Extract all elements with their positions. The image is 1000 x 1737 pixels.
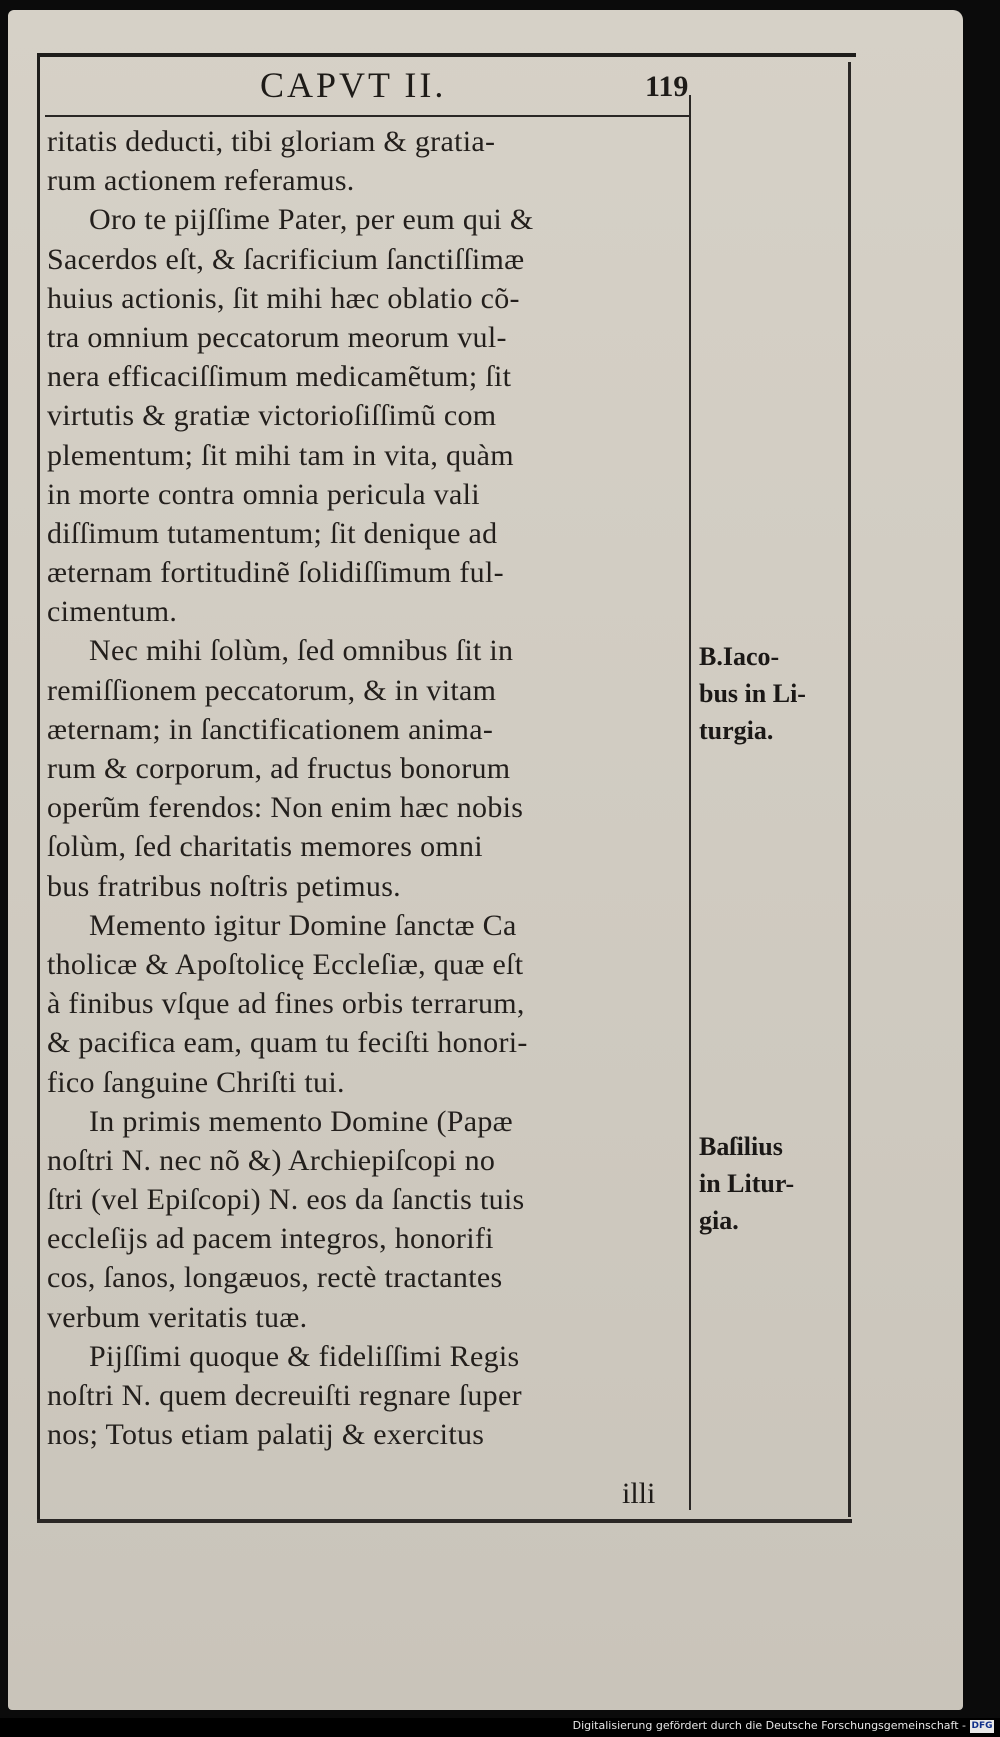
marginal-note-basilius — [699, 1128, 849, 1239]
marginal-note-line: gia. — [699, 1206, 739, 1235]
text-line: ritatis deducti, tibi gloriam & gratia- — [47, 125, 496, 158]
catchword: illi — [622, 1477, 656, 1510]
marginal-note-line: B.Iaco- — [699, 642, 780, 671]
text-line: cos, ſanos, longæuos, rectè tractantes — [47, 1261, 503, 1295]
marginal-note-line: turgia. — [699, 716, 774, 745]
text-line: remiſſionem peccatorum, & in vitam — [47, 673, 497, 707]
text-line: æternam fortitudinẽ ſolidiſſimum ful- — [47, 556, 504, 590]
text-line: noſtri N. quem decreuiſti regnare ſuper — [47, 1379, 522, 1412]
text-line: æternam; in ſanctificationem anima- — [47, 712, 494, 746]
text-line: huius actionis, ſit mihi hæc oblatio cõ- — [47, 281, 520, 315]
header-rule — [45, 115, 690, 117]
text-line: In primis memento Domine (Papæ — [89, 1104, 513, 1138]
text-line: nos; Totus etiam palatij & exercitus — [47, 1418, 485, 1452]
dfg-logo-icon: DFG — [971, 1721, 993, 1731]
text-line: plementum; ſit mihi tam in vita, quàm — [47, 438, 514, 472]
marginal-note-line: in Litur- — [699, 1169, 795, 1198]
text-line: Nec mihi ſolùm, ſed omnibus ſit in — [89, 634, 514, 668]
marginal-note-line: bus in Li- — [699, 679, 806, 708]
text-line: ſolùm, ſed charitatis memores omni — [47, 830, 483, 864]
text-line: Memento igitur Domine ſanctæ Ca — [89, 908, 517, 942]
marginal-note-jacobus — [699, 638, 849, 749]
text-line: noſtri N. nec nõ &) Archiepiſcopi no — [47, 1143, 496, 1177]
text-line: nera efficaciſſimum medicamẽtum; ſit — [47, 360, 512, 394]
text-line: Sacerdos eſt, & ſacrificium ſanctiſſimæ — [47, 242, 525, 276]
text-line: cimentum. — [47, 595, 178, 629]
digitization-credit: Digitalisierung gefördert durch die Deutsche Forschungsgemeinschaft - — [572, 1719, 966, 1732]
text-line: Oro te pijſſime Pater, per eum qui & — [89, 203, 534, 237]
text-line: bus fratribus noſtris petimus. — [47, 869, 401, 903]
text-line: verbum veritatis tuæ. — [47, 1300, 308, 1334]
text-line: tholicæ & Apoſtolicę Eccleſiæ, quæ eſt — [47, 947, 524, 981]
text-line: & pacifica eam, quam tu feciſti honori- — [47, 1026, 528, 1060]
running-head: CAPVT II. — [260, 65, 447, 105]
frame-bottom-rule — [37, 1519, 852, 1523]
body-text — [47, 122, 687, 1454]
text-line: à finibus vſque ad fines orbis terrarum, — [47, 987, 525, 1021]
outer-right-rule — [848, 62, 851, 1517]
text-line: diſſimum tutamentum; ſit denique ad — [47, 516, 498, 550]
text-line: in morte contra omnia pericula vali — [47, 477, 480, 511]
page-number: 119 — [645, 70, 689, 103]
text-line: operũm ferendos: Non enim hæc nobis — [47, 791, 524, 825]
text-line: ſtri (vel Epiſcopi) N. eos da ſanctis tuis — [47, 1183, 525, 1217]
margin-column-rule — [689, 95, 691, 1510]
text-line: Pijſſimi quoque & fideliſſimi Regis — [89, 1339, 520, 1373]
marginal-note-line: Baſilius — [699, 1132, 783, 1161]
text-line: fico ſanguine Chriſti tui. — [47, 1065, 345, 1099]
text-line: rum actionem referamus. — [47, 164, 355, 198]
text-line: tra omnium peccatorum meorum vul- — [47, 320, 507, 354]
text-line: virtutis & gratiæ victorioſiſſimũ com — [47, 399, 497, 433]
text-line: eccleſijs ad pacem integros, honorifi — [47, 1222, 494, 1256]
text-line: rum & corporum, ad fructus bonorum — [47, 752, 511, 785]
